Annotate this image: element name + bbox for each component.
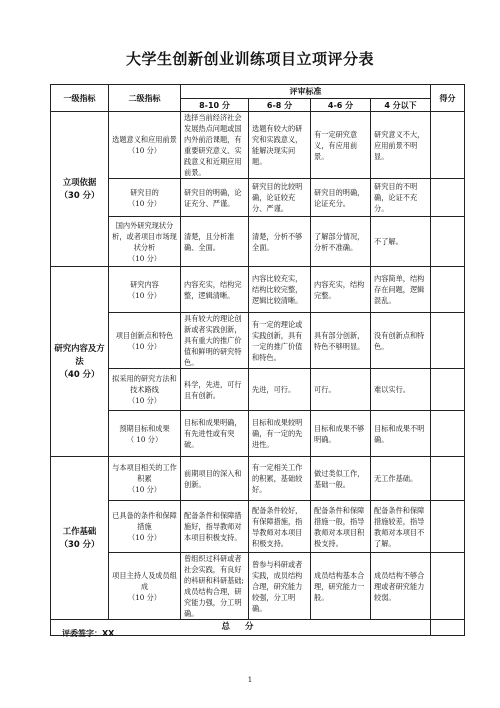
indicator-points: （10 分） <box>128 341 161 351</box>
score-cell[interactable] <box>431 313 465 369</box>
score-cell[interactable] <box>431 179 465 217</box>
criteria-cell: 科学，先进，可行且有创新。 <box>181 369 249 411</box>
scoring-table <box>50 84 465 636</box>
criteria-cell: 目标和成果较明确，有一定的先进性。 <box>249 411 311 457</box>
criteria-cell: 研究目的比较明确，论证较充分、严谨。 <box>249 179 311 217</box>
group-points: （30 分） <box>59 190 100 200</box>
criteria-cell: 清楚，且分析准确、全面。 <box>181 217 249 267</box>
criteria-cell: 研究目的明确，论证充分。 <box>311 179 371 217</box>
criteria-cell: 研究目的明确，论证充分、严谨。 <box>181 179 249 217</box>
score-cell[interactable] <box>431 457 465 501</box>
indicator-points: （10 分） <box>128 485 161 494</box>
indicator-points: （10 分） <box>128 253 161 263</box>
group-foundation <box>51 457 109 620</box>
header-band-2: 6-8 分 <box>249 99 311 112</box>
group-name: 立项依据 <box>62 177 97 187</box>
criteria-cell: 目标和成果不够明确。 <box>311 411 371 457</box>
criteria-cell: 难以实行。 <box>371 369 431 411</box>
indicator-name: 已具备的条件和保障措施 <box>112 511 177 531</box>
table-row <box>51 179 465 217</box>
indicator-name: 项目主持人及成员组成 <box>112 570 177 591</box>
header-score: 得分 <box>431 85 465 112</box>
score-cell[interactable] <box>431 369 465 411</box>
score-cell[interactable] <box>431 112 465 179</box>
score-cell[interactable] <box>431 553 465 620</box>
indicator-name: 预期目标和成果 <box>119 423 170 433</box>
indicator-cell <box>109 501 181 553</box>
criteria-cell: 了解部分情况，分析不准确。 <box>311 217 371 267</box>
table-row <box>51 313 465 369</box>
criteria-cell: 先进，可行。 <box>249 369 311 411</box>
criteria-cell: 研究目的不明确，论证不充分。 <box>371 179 431 217</box>
indicator-cell <box>109 217 181 267</box>
criteria-cell: 不了解。 <box>371 217 431 267</box>
table-row <box>51 457 465 501</box>
indicator-points: （10 分） <box>128 533 161 542</box>
indicator-cell <box>109 369 181 411</box>
criteria-cell: 没有创新点和特色。 <box>371 313 431 369</box>
criteria-cell: 目标和成果明确，有先进性或有突破。 <box>181 411 249 457</box>
criteria-cell: 内容充实，结构完整。 <box>311 267 371 313</box>
header-band-1: 8-10 分 <box>181 99 249 112</box>
criteria-cell: 配备条件较好，有保障措施，指导教师对本项目积极支持。 <box>249 501 311 553</box>
indicator-cell <box>109 411 181 457</box>
indicator-name: 国内外研究现状分析，或者项目市场现状分析 <box>112 220 177 252</box>
header-standard: 评审标准 <box>181 85 431 99</box>
indicator-name: 研究目的 <box>130 187 159 197</box>
group-content <box>51 267 109 457</box>
criteria-cell: 配备条件和保障措施较差，指导教师对本项目不了解。 <box>371 501 431 553</box>
indicator-cell <box>109 112 181 179</box>
score-cell[interactable] <box>431 411 465 457</box>
indicator-cell <box>109 179 181 217</box>
indicator-name: 选题意义和应用前景 <box>112 135 177 144</box>
group-points: （30 分） <box>59 539 100 549</box>
group-name: 研究内容及方法 <box>54 343 105 366</box>
criteria-cell: 曾组织过科研或者社会实践，有良好的科研和科研基础;成员结构合理，研究能力强，分工明确。 <box>181 553 249 620</box>
criteria-cell: 具有部分创新，特色不够明显。 <box>311 313 371 369</box>
criteria-cell: 配备条件和保障措施好，指导教师对本项目积极支持。 <box>181 501 249 553</box>
criteria-cell: 目标和成果不明确。 <box>371 411 431 457</box>
table-row <box>51 553 465 620</box>
page-number: 1 <box>247 676 253 684</box>
header-band-4: 4 分以下 <box>371 99 431 112</box>
group-name: 工作基础 <box>62 526 97 536</box>
criteria-cell: 内容简单，结构存在问题，逻辑混乱。 <box>371 267 431 313</box>
table-row <box>51 411 465 457</box>
reviewer-signature: 评委签字：XX <box>62 629 115 638</box>
criteria-cell: 曾参与科研或者实践，成员结构合理，研究能力较强，分工明确。 <box>249 553 311 620</box>
table-row <box>51 112 465 179</box>
criteria-cell: 内容充实，结构完整，逻辑清晰。 <box>181 267 249 313</box>
total-score-cell[interactable] <box>431 620 465 636</box>
criteria-cell: 内容比较充实，结构比较完整，逻辑比较清晰。 <box>249 267 311 313</box>
indicator-points: （10 分） <box>128 198 161 208</box>
table-row <box>51 369 465 411</box>
group-points: （40 分） <box>59 369 100 379</box>
criteria-cell: 配备条件和保障措施一般，指导教师对本项目积极支持。 <box>311 501 371 553</box>
indicator-points: （10 分） <box>128 290 161 300</box>
criteria-cell: 成员结构基本合理，研究能力一般。 <box>311 553 371 620</box>
criteria-cell: 做过类似工作，基础一般。 <box>311 457 371 501</box>
score-cell[interactable] <box>431 217 465 267</box>
criteria-cell: 选题有较大的研究和实践意义，能解决现实问题。 <box>249 112 311 179</box>
criteria-cell: 前期项目的深入和创新。 <box>181 457 249 501</box>
table-row <box>51 217 465 267</box>
criteria-cell: 无工作基础。 <box>371 457 431 501</box>
total-label: 总 分 <box>51 620 431 636</box>
criteria-cell: 有一定研究意义，有应用前景。 <box>311 112 371 179</box>
indicator-cell <box>109 553 181 620</box>
criteria-cell: 具有较大的理论创新或者实践创新，具有重大的推广价值和鲜明的研究特色。 <box>181 313 249 369</box>
criteria-cell: 有一定的理论或实践创新，具有一定的推广价值和特色。 <box>249 313 311 369</box>
indicator-points: （10 分） <box>128 146 161 155</box>
group-basis <box>51 112 109 267</box>
indicator-name: 项目创新点和特色 <box>115 330 174 340</box>
criteria-cell: 清楚，分析不够全面。 <box>249 217 311 267</box>
score-cell[interactable] <box>431 267 465 313</box>
criteria-cell: 有一定相关工作的积累，基础较好。 <box>249 457 311 501</box>
indicator-points: （ 10 分） <box>126 434 163 444</box>
indicator-cell <box>109 313 181 369</box>
table-row <box>51 267 465 313</box>
criteria-cell: 选择当前经济社会发展热点问题或国内外前沿课题，有重要研究意义、实践意义和近期应用前景。 <box>181 112 249 179</box>
indicator-points: （10 分） <box>128 592 161 602</box>
criteria-cell: 可行。 <box>311 369 371 411</box>
indicator-cell <box>109 457 181 501</box>
criteria-cell: 研究意义不大，应用前景不明显。 <box>371 112 431 179</box>
header-level1: 一级指标 <box>51 85 109 112</box>
criteria-cell: 成员结构不够合理或者研究能力较弱。 <box>371 553 431 620</box>
header-band-3: 4-6 分 <box>311 99 371 112</box>
page-title: 大学生创新创业训练项目立项评分表 <box>125 50 374 68</box>
indicator-points: （10 分） <box>128 396 161 405</box>
indicator-cell <box>109 267 181 313</box>
indicator-name: 研究内容 <box>130 279 159 289</box>
header-level2: 二级指标 <box>109 85 181 112</box>
score-cell[interactable] <box>431 501 465 553</box>
indicator-name: 拟采用的研究方法和技术路线 <box>112 374 177 394</box>
indicator-name: 与本项目相关的工作积累 <box>112 463 177 483</box>
table-row <box>51 501 465 553</box>
